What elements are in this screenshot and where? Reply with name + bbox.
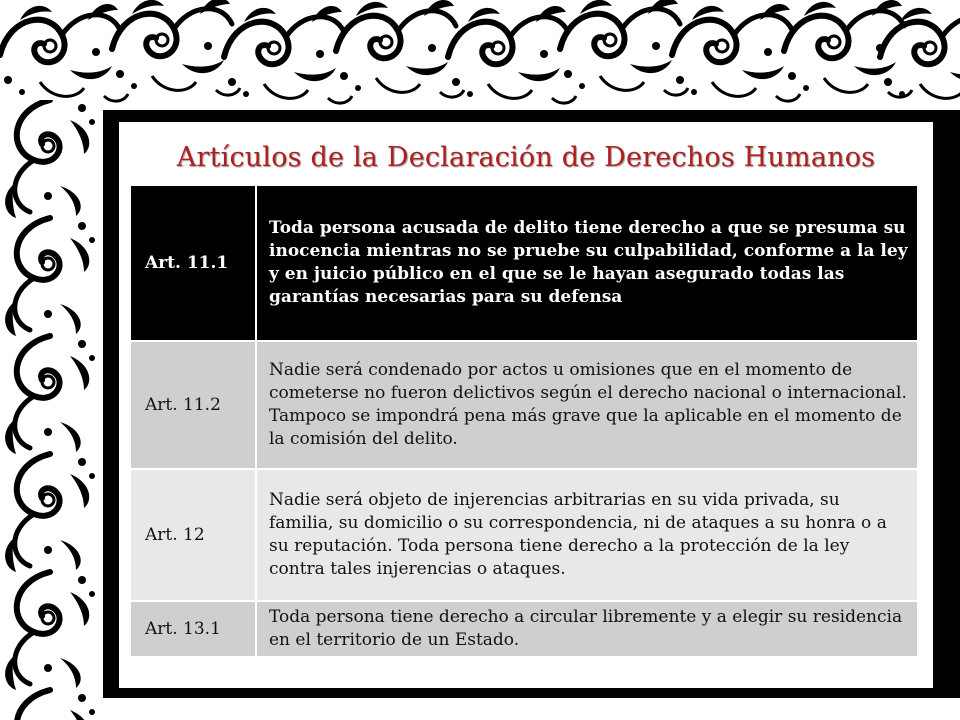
articles-table [131,186,917,658]
page-title: Artículos de la Declaración de Derechos Humanos [176,142,876,173]
article-text: Nadie será condenado por actos u omisiones que en el momento de cometerse no fueron delictivos según el derecho nacional o internacional. Tampoco se impondrá pena más grave que la aplicable en el momento de la comisión del delito. [256,341,917,469]
table-row [131,601,917,657]
article-text: Toda persona tiene derecho a circular libremente y a elegir su residencia en el territorio de un Estado. [256,601,917,657]
article-number: Art. 13.1 [131,601,256,657]
article-text: Toda persona acusada de delito tiene derecho a que se presuma su inocencia mientras no se pruebe su culpabilidad, conforme a la ley y en juicio público en el que se le hayan asegurado todas las garantías necesarias para su defensa [256,186,917,341]
article-number: Art. 11.2 [131,341,256,469]
article-number: Art. 12 [131,469,256,601]
article-number: Art. 11.1 [131,186,256,341]
table-row [131,469,917,601]
table-row [131,186,917,341]
table-row [131,341,917,469]
article-text: Nadie será objeto de injerencias arbitrarias en su vida privada, su familia, su domicilio o su correspondencia, ni de ataques a su honra o a su reputación. Toda persona tiene derecho a la protección de la ley contra tales injerencias o ataques. [256,469,917,601]
floral-ornament-left [0,100,105,720]
floral-ornament-top [0,0,960,110]
